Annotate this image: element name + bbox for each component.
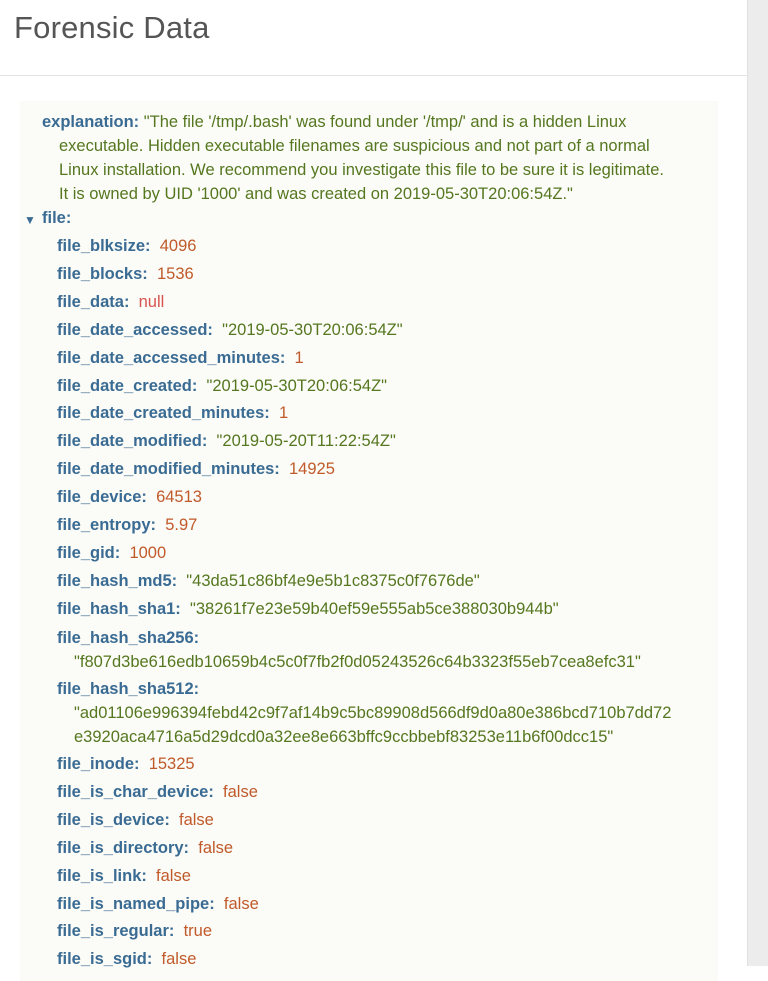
- field-value: 4096: [159, 237, 197, 255]
- field-value: 1: [278, 404, 289, 423]
- explanation-entry: [42, 110, 728, 206]
- explanation-value-line-1: "The file '/tmp/.bash' was found under '/tmp/' and is a hidden Linux: [143, 113, 627, 131]
- field-key: file_device:: [57, 488, 147, 507]
- field-value-line-2: e3920aca4716a5d29dcd0a32ee8e663bffc9ccbbebf83253e11b6f00dcc15": [74, 728, 614, 746]
- explanation-value-line-3: Linux installation. We recommend you investigate this file to be sure it is legitimate.: [59, 161, 664, 179]
- field-value: 1536: [156, 264, 194, 283]
- tree-row-file-hash-md5: [57, 569, 480, 593]
- field-key: file_is_regular:: [57, 922, 175, 941]
- tree-row-file-hash-sha1: [57, 597, 559, 621]
- field-key: file_date_accessed_minutes:: [57, 348, 286, 367]
- field-key: file_is_link:: [57, 866, 147, 885]
- tree-row-file-is-device: [57, 808, 214, 832]
- field-value-line-1: "ad01106e996394febd42c9f7af14b9c5bc89908d566df9d0a80e386bcd710b7dd72: [74, 704, 672, 722]
- field-key: file_gid:: [57, 543, 121, 562]
- field-key: file_hash_sha512:: [57, 680, 200, 698]
- field-value: "43da51c86bf4e9e5b1c8375c0f7676de": [186, 571, 480, 590]
- tree-row-file-gid: [57, 541, 166, 565]
- field-key: file_hash_sha256:: [57, 629, 200, 647]
- field-value: true: [183, 922, 212, 941]
- tree-row-file-is-regular: [57, 919, 212, 943]
- header: [0, 0, 747, 76]
- field-value: false: [223, 782, 258, 801]
- field-value: false: [161, 950, 197, 969]
- tree-row-file-date-accessed: [57, 318, 403, 342]
- field-key: file_blocks:: [57, 264, 148, 283]
- field-value: false: [156, 866, 191, 885]
- tree-row-file-is-char-device: [57, 780, 258, 804]
- field-value: "f807d3be616edb10659b4c5c0f7fb2f0d05243526c64b3323f55eb7cea8efc31": [74, 653, 641, 671]
- field-value: false: [223, 894, 259, 913]
- field-value: 14925: [288, 460, 335, 479]
- vertical-scrollbar[interactable]: [747, 0, 768, 966]
- field-value: 15325: [148, 755, 195, 773]
- explanation-value-line-2: executable. Hidden executable filenames are suspicious and not part of a normal: [59, 137, 650, 155]
- tree-row-file-entropy: [57, 513, 197, 537]
- field-value: "2019-05-20T11:22:54Z": [216, 432, 396, 451]
- field-value: 5.97: [165, 516, 198, 534]
- tree-row-file-date-created-minutes: [57, 401, 288, 425]
- explanation-value-line-4: It is owned by UID '1000' and was created on 2019-05-30T20:06:54Z.": [59, 185, 573, 203]
- field-key: file_date_created_minutes:: [57, 404, 270, 423]
- tree-row-file-hash-sha512: [57, 677, 199, 701]
- field-value: 1000: [129, 543, 167, 562]
- field-key: file_date_modified:: [57, 432, 208, 451]
- field-value: false: [198, 838, 234, 857]
- field-key: file_is_directory:: [57, 838, 190, 857]
- tree-row-file-blocks: [57, 262, 194, 286]
- tree-row-file-is-named-pipe: [57, 892, 259, 916]
- tree-row-file-inode: [57, 752, 195, 776]
- field-key: file_hash_sha1:: [57, 599, 181, 618]
- field-key: file_blksize:: [57, 237, 151, 255]
- tree-row-file-date-modified: [57, 429, 396, 453]
- tree-row-file-data: [57, 290, 164, 314]
- field-key: file_is_char_device:: [57, 782, 214, 801]
- field-key: file_date_accessed:: [57, 320, 213, 339]
- tree-row-file-hash-sha256: [57, 626, 199, 650]
- field-key: file_is_device:: [57, 810, 170, 829]
- field-key: file_is_sgid:: [57, 950, 153, 969]
- tree-row-file-date-accessed-minutes: [57, 346, 304, 370]
- field-key: file_data:: [57, 292, 130, 311]
- tree-row-file-date-modified-minutes: [57, 457, 335, 481]
- field-key: file_date_modified_minutes:: [57, 460, 280, 479]
- field-value: "2019-05-30T20:06:54Z": [206, 376, 388, 395]
- field-key: file_inode:: [57, 755, 140, 773]
- collapse-caret-icon[interactable]: ▼: [24, 213, 36, 227]
- explanation-key: explanation:: [42, 113, 140, 131]
- field-value: false: [179, 810, 214, 829]
- file-key[interactable]: file:: [42, 209, 72, 227]
- field-key: file_entropy:: [57, 516, 157, 534]
- field-value: 64513: [156, 488, 202, 507]
- tree-row-file-date-created: [57, 374, 387, 398]
- field-value: 1: [294, 348, 304, 367]
- field-value: null: [138, 292, 165, 311]
- tree-row-file-is-directory: [57, 836, 233, 860]
- field-key: file_date_created:: [57, 376, 198, 395]
- tree-row-file-is-sgid: [57, 947, 196, 971]
- page-title: Forensic Data: [14, 10, 210, 45]
- tree-row-file-blksize: [57, 234, 196, 258]
- field-key: file_is_named_pipe:: [57, 894, 215, 913]
- field-key: file_hash_md5:: [57, 571, 178, 590]
- field-value: "38261f7e23e59b40ef59e555ab5ce388030b944b": [189, 599, 559, 618]
- tree-row-file-is-link: [57, 864, 191, 888]
- tree-row-file-device: [57, 485, 202, 509]
- field-value: "2019-05-30T20:06:54Z": [222, 320, 403, 339]
